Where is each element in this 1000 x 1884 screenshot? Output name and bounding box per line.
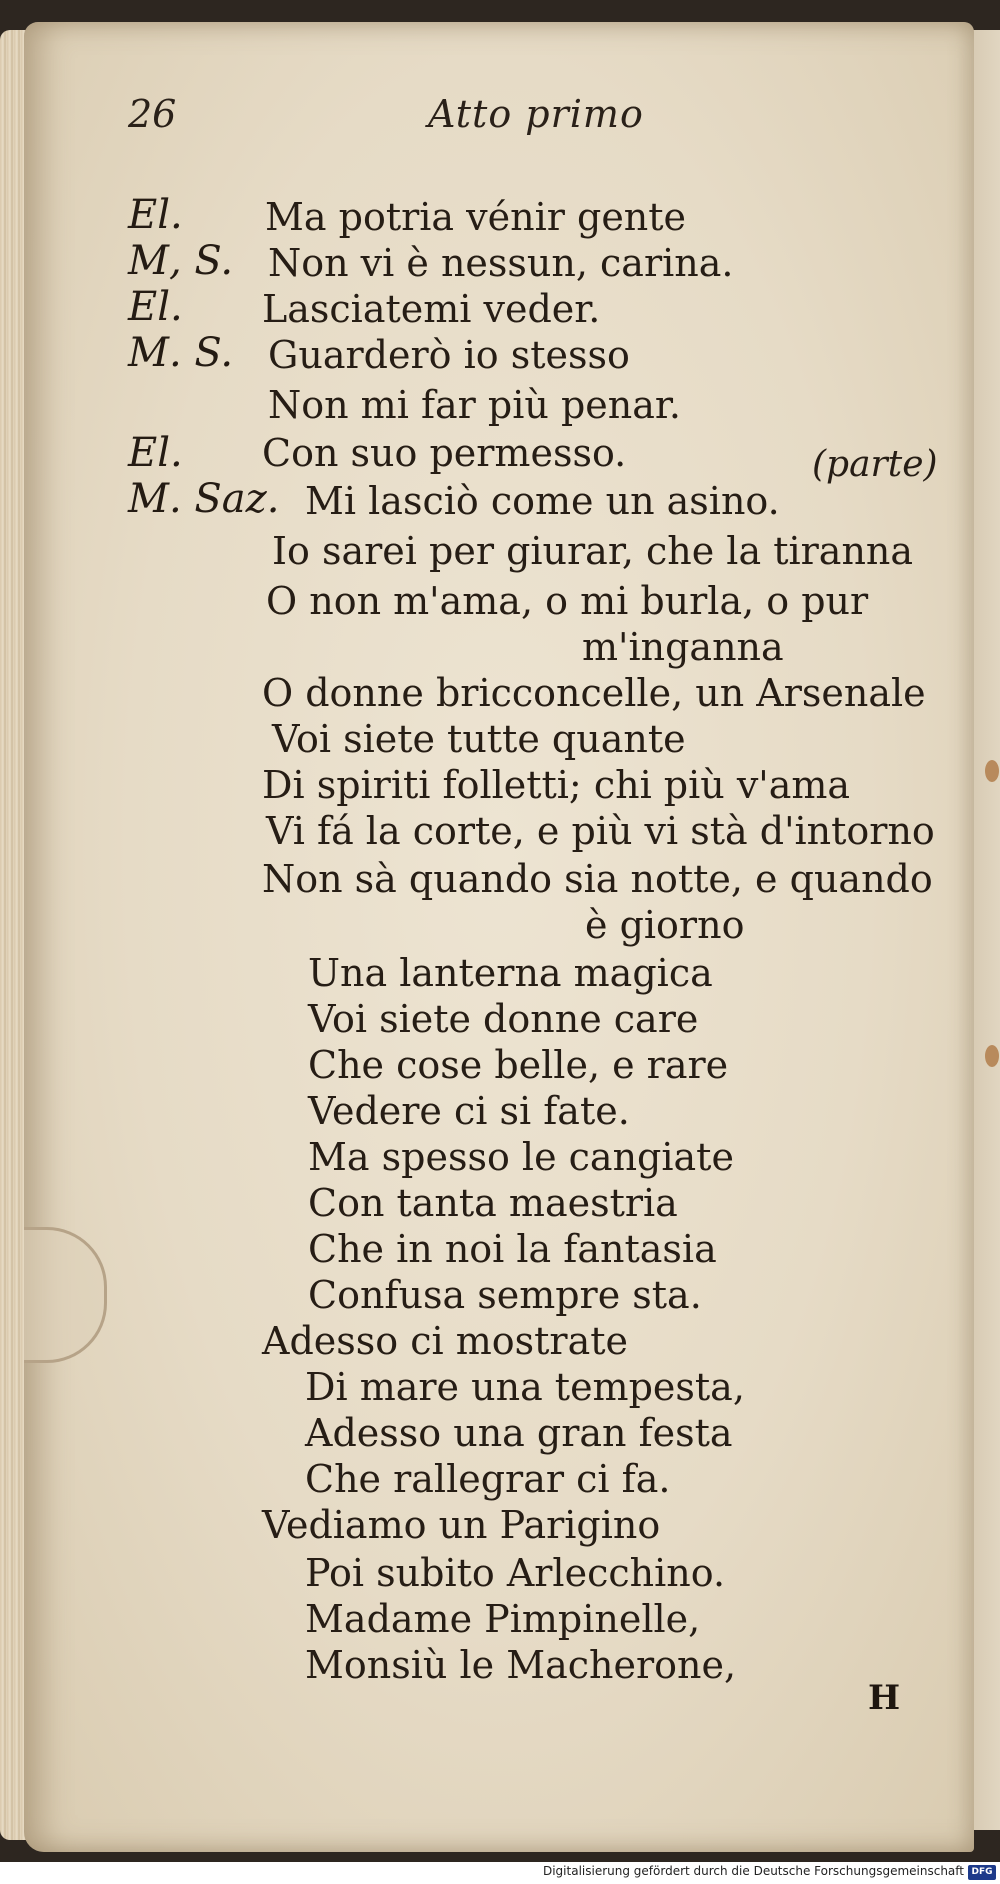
digitization-footer — [0, 1862, 1000, 1884]
text-line: Vedere ci si fate. — [308, 1089, 630, 1133]
catchword: H — [868, 1678, 901, 1718]
page-header — [128, 92, 688, 142]
text-line: Madame Pimpinelle, — [305, 1597, 701, 1641]
funding-credit: Digitalisierung gefördert durch die Deutsche Forschungsgemeinschaft — [542, 1864, 964, 1878]
text-line: O donne bricconcelle, un Arsenale — [262, 671, 926, 715]
speaker-label: El. — [128, 284, 183, 330]
text-line: Non sà quando sia notte, e quando — [262, 857, 933, 901]
text-line: Vi fá la corte, e più vi stà d'intorno — [266, 809, 935, 853]
dfg-logo-icon: DFG — [968, 1865, 996, 1880]
text-line: Che rallegrar ci fa. — [305, 1457, 671, 1501]
speaker-label: El. — [128, 430, 183, 476]
speaker-label: El. — [128, 192, 183, 238]
text-line: Vediamo un Parigino — [262, 1503, 661, 1547]
page-stain — [985, 760, 999, 782]
text-line: Ma potria vénir gente — [265, 195, 687, 239]
stage-direction: (parte) — [812, 444, 938, 485]
text-line: Di mare una tempesta, — [305, 1365, 745, 1409]
text-line: Ma spesso le cangiate — [308, 1135, 734, 1179]
text-line: Poi subito Arlecchino. — [305, 1551, 726, 1595]
page-number: 26 — [128, 92, 177, 136]
text-line: Voi siete donne care — [308, 997, 699, 1041]
text-line: O non m'ama, o mi burla, o pur — [266, 579, 869, 623]
text-line: Lasciatemi veder. — [262, 287, 601, 331]
text-line: Una lanterna magica — [308, 951, 713, 995]
text-line: Adesso ci mostrate — [262, 1319, 628, 1363]
text-line: m'inganna — [582, 625, 784, 669]
text-line: è giorno — [585, 903, 745, 947]
text-line: Non vi è nessun, carina. — [268, 241, 734, 285]
running-title: Atto primo — [428, 92, 644, 136]
text-line: Non mi far più penar. — [268, 383, 681, 427]
page-stain — [985, 1045, 999, 1067]
speaker-label: M. Saz. — [128, 476, 280, 522]
text-line: Che cose belle, e rare — [308, 1043, 729, 1087]
speaker-label: M, S. — [128, 238, 234, 284]
speaker-label: M. S. — [128, 330, 234, 376]
text-line: Che in noi la fantasia — [308, 1227, 717, 1271]
text-line: Guarderò io stesso — [268, 333, 630, 377]
text-line: Monsiù le Macherone, — [305, 1643, 737, 1687]
text-line: Con tanta maestria — [308, 1181, 678, 1225]
text-line: Voi siete tutte quante — [272, 717, 686, 761]
ribbon-marker — [24, 1227, 107, 1363]
text-line: Di spiriti folletti; chi più v'ama — [262, 763, 851, 807]
text-line: Io sarei per giurar, che la tiranna — [272, 529, 914, 573]
text-line: Confusa sempre sta. — [308, 1273, 702, 1317]
text-line: Mi lasciò come un asino. — [305, 479, 780, 523]
text-line: Con suo permesso. — [262, 431, 627, 475]
text-line: Adesso una gran festa — [305, 1411, 733, 1455]
